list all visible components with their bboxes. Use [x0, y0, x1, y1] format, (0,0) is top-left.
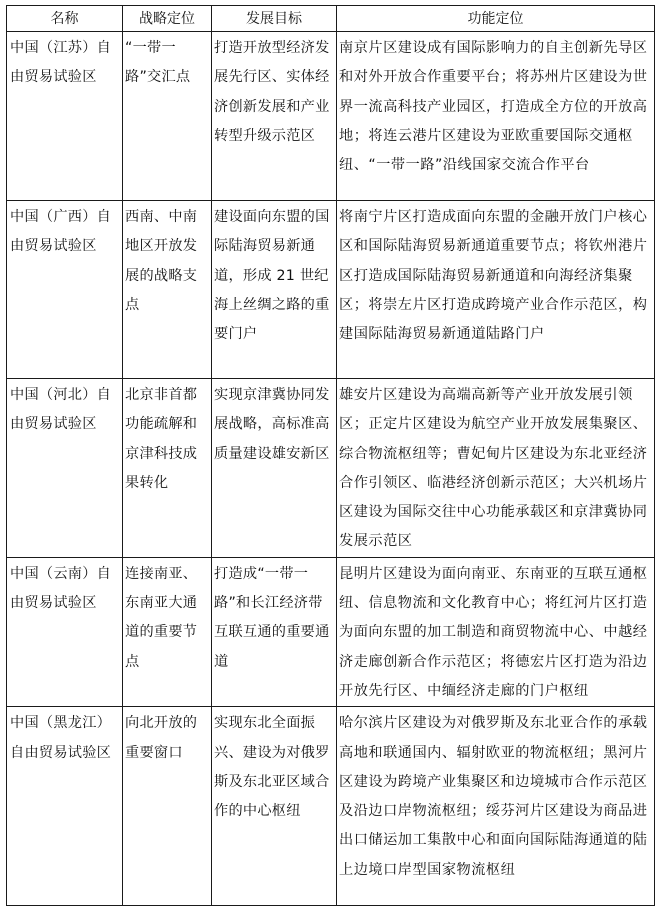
- cell-functional-position: 昆明片区建设为面向南亚、东南亚的互联互通枢纽、信息物流和文化教育中心；将红河片区打造为面向东盟的加工制造和商贸物流中心、中越经济走廊创新合作示范区；将德宏片区打造为沿边开放先行区、中缅经济走廊的门户枢纽: [337, 557, 655, 706]
- cell-development-goal: 实现东北全面振兴、建设为对俄罗斯及东北亚区域合作的中心枢纽: [212, 707, 337, 906]
- cell-functional-position: 南京片区建设成有国际影响力的自主创新先导区和对外开放合作重要平台；将苏州片区建设为世界一流高科技产业园区，打造成全方位的开放高地；将连云港片区建设为亚欧重要国际交通枢纽、“一带一路”沿线国家交流合作平台: [337, 32, 655, 201]
- free-trade-zone-table: [6, 5, 655, 906]
- cell-development-goal: 建设面向东盟的国际陆海贸易新通道，形成 21 世纪海上丝绸之路的重要门户: [212, 201, 337, 379]
- cell-name: 中国（江苏）自由贸易试验区: [7, 32, 123, 201]
- cell-strategic-position: 连接南亚、东南亚大通道的重要节点: [123, 557, 212, 706]
- cell-strategic-position: 向北开放的重要窗口: [123, 707, 212, 906]
- header-functional-position: 功能定位: [337, 6, 655, 32]
- cell-strategic-position: 西南、中南地区开放发展的战略支点: [123, 201, 212, 379]
- table-row-guangxi: [7, 201, 655, 379]
- cell-development-goal: 打造开放型经济发展先行区、实体经济创新发展和产业转型升级示范区: [212, 32, 337, 201]
- cell-development-goal: 打造成“一带一路”和长江经济带互联互通的重要通道: [212, 557, 337, 706]
- table-row-yunnan: [7, 557, 655, 706]
- cell-strategic-position: “一带一路”交汇点: [123, 32, 212, 201]
- header-row: [7, 6, 655, 32]
- table-row-heilongjiang: [7, 707, 655, 906]
- cell-functional-position: 哈尔滨片区建设为对俄罗斯及东北亚合作的承载高地和联通国内、辐射欧亚的物流枢纽；黑河片区建设为跨境产业集聚区和边境城市合作示范区及沿边口岸物流枢纽；绥芬河片区建设为商品进出口储运加工集散中心和面向国际陆海通道的陆上边境口岸型国家物流枢纽: [337, 707, 655, 906]
- table-row-hebei: [7, 379, 655, 558]
- table-row-jiangsu: [7, 32, 655, 201]
- cell-name: 中国（河北）自由贸易试验区: [7, 379, 123, 558]
- header-development-goal: 发展目标: [212, 6, 337, 32]
- cell-development-goal: 实现京津冀协同发展战略，高标准高质量建设雄安新区: [212, 379, 337, 558]
- cell-functional-position: 雄安片区建设为高端高新等产业开放发展引领区；正定片区建设为航空产业开放发展集聚区、综合物流枢纽等；曹妃甸片区建设为东北亚经济合作引领区、临港经济创新示范区；大兴机场片区建设为国际交往中心功能承载区和京津冀协同发展示范区: [337, 379, 655, 558]
- cell-functional-position: 将南宁片区打造成面向东盟的金融开放门户核心区和国际陆海贸易新通道重要节点；将钦州港片区打造成国际陆海贸易新通道和向海经济集聚区；将崇左片区打造成跨境产业合作示范区，构建国际陆海贸易新通道陆路门户: [337, 201, 655, 379]
- cell-strategic-position: 北京非首都功能疏解和京津科技成果转化: [123, 379, 212, 558]
- cell-name: 中国（云南）自由贸易试验区: [7, 557, 123, 706]
- cell-name: 中国（广西）自由贸易试验区: [7, 201, 123, 379]
- cell-name: 中国（黑龙江）自由贸易试验区: [7, 707, 123, 906]
- header-name: 名称: [7, 6, 123, 32]
- header-strategic-position: 战略定位: [123, 6, 212, 32]
